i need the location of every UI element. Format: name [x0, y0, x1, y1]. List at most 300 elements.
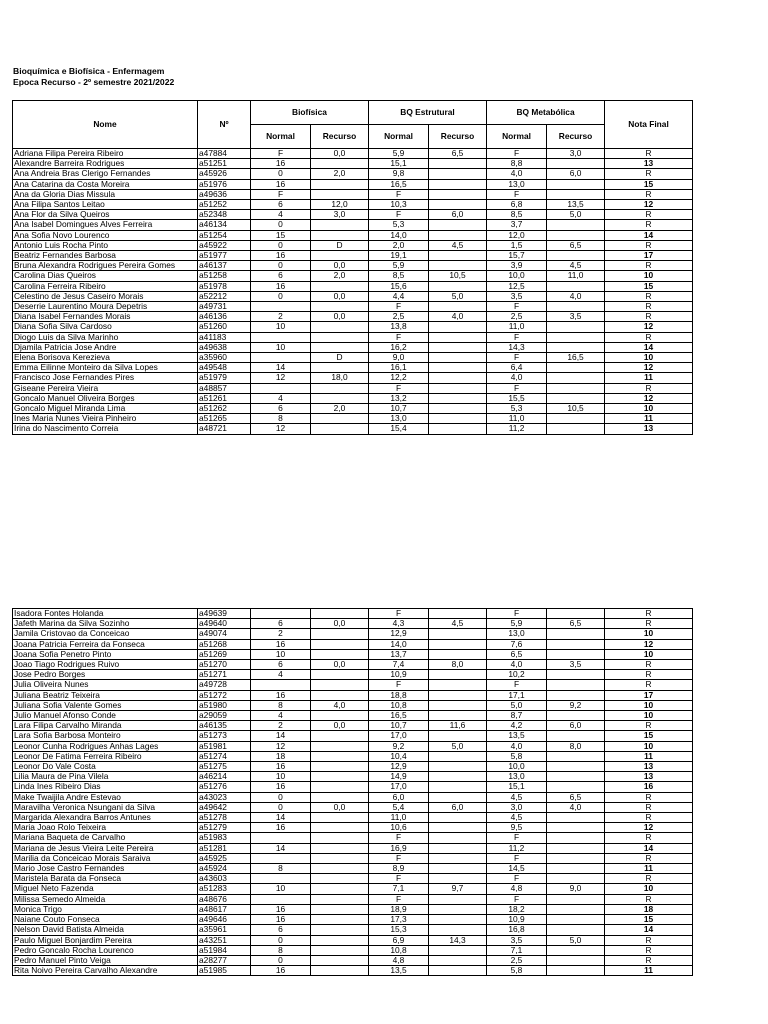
estrutural-recurso	[429, 843, 487, 853]
table-row	[13, 414, 693, 424]
nota-final: R	[605, 383, 693, 393]
biofisica-recurso: 0,0	[311, 802, 369, 812]
estrutural-recurso	[429, 251, 487, 261]
header-estrutural-normal: Normal	[369, 125, 429, 149]
student-number: a51268	[198, 639, 251, 649]
metabolica-normal: 6,8	[487, 200, 547, 210]
estrutural-recurso	[429, 373, 487, 383]
table-row	[13, 843, 693, 853]
metabolica-normal: 11,2	[487, 843, 547, 853]
nota-final: 10	[605, 711, 693, 721]
biofisica-recurso: 0,0	[311, 312, 369, 322]
student-name: Joao Tiago Rodrigues Ruivo	[13, 660, 198, 670]
estrutural-normal: F	[369, 680, 429, 690]
student-number: a49639	[198, 609, 251, 619]
estrutural-normal: F	[369, 833, 429, 843]
nota-final: 17	[605, 690, 693, 700]
student-name: Make Twaijila Andre Estevao	[13, 792, 198, 802]
biofisica-normal: 6	[251, 660, 311, 670]
estrutural-recurso	[429, 772, 487, 782]
biofisica-normal: 16	[251, 782, 311, 792]
student-name: Jose Pedro Borges	[13, 670, 198, 680]
biofisica-normal: 16	[251, 823, 311, 833]
table-row	[13, 342, 693, 352]
student-name: Ana Sofia Novo Lourenco	[13, 230, 198, 240]
metabolica-normal: 10,2	[487, 670, 547, 680]
biofisica-recurso	[311, 945, 369, 955]
estrutural-normal: F	[369, 383, 429, 393]
student-name: Ines Maria Nunes Vieira Pinheiro	[13, 414, 198, 424]
nota-final: 13	[605, 424, 693, 434]
metabolica-recurso	[547, 159, 605, 169]
student-name: Leonor De Fatima Ferreira Ribeiro	[13, 751, 198, 761]
estrutural-normal: 13,5	[369, 966, 429, 976]
student-number: a51252	[198, 200, 251, 210]
biofisica-normal: 0	[251, 792, 311, 802]
estrutural-recurso	[429, 179, 487, 189]
nota-final: 10	[605, 271, 693, 281]
metabolica-normal: 4,0	[487, 169, 547, 179]
nota-final: R	[605, 894, 693, 904]
metabolica-normal: 4,0	[487, 660, 547, 670]
estrutural-normal: 4,3	[369, 619, 429, 629]
student-name: Ana Isabel Domingues Alves Ferreira	[13, 220, 198, 230]
nota-final: 14	[605, 843, 693, 853]
student-number: a48676	[198, 894, 251, 904]
estrutural-recurso	[429, 711, 487, 721]
biofisica-recurso	[311, 680, 369, 690]
biofisica-recurso	[311, 363, 369, 373]
table-row	[13, 619, 693, 629]
metabolica-recurso	[547, 690, 605, 700]
metabolica-recurso: 9,2	[547, 700, 605, 710]
estrutural-normal: 4,4	[369, 291, 429, 301]
metabolica-recurso	[547, 751, 605, 761]
student-name: Paulo Miguel Bonjardim Pereira	[13, 935, 198, 945]
table-row	[13, 373, 693, 383]
student-name: Irina do Nascimento Correia	[13, 424, 198, 434]
header-metabolica-recurso: Recurso	[547, 125, 605, 149]
estrutural-recurso: 6,0	[429, 802, 487, 812]
metabolica-recurso	[547, 680, 605, 690]
metabolica-normal: 18,2	[487, 904, 547, 914]
student-number: a51271	[198, 670, 251, 680]
estrutural-normal: F	[369, 609, 429, 619]
nota-final: R	[605, 261, 693, 271]
student-name: Celestino de Jesus Caseiro Morais	[13, 291, 198, 301]
metabolica-recurso	[547, 874, 605, 884]
biofisica-recurso	[311, 302, 369, 312]
table-row	[13, 200, 693, 210]
metabolica-normal: F	[487, 149, 547, 159]
metabolica-recurso	[547, 904, 605, 914]
biofisica-recurso: D	[311, 240, 369, 250]
header-biofisica-normal: Normal	[251, 125, 311, 149]
biofisica-normal	[251, 609, 311, 619]
biofisica-normal: 16	[251, 281, 311, 291]
student-name: Francisco Jose Fernandes Pires	[13, 373, 198, 383]
metabolica-normal: 13,0	[487, 629, 547, 639]
student-name: Beatriz Fernandes Barbosa	[13, 251, 198, 261]
student-name: Adriana Filipa Pereira Ribeiro	[13, 149, 198, 159]
estrutural-recurso	[429, 904, 487, 914]
estrutural-recurso: 5,0	[429, 291, 487, 301]
nota-final: R	[605, 935, 693, 945]
table-row	[13, 894, 693, 904]
metabolica-recurso	[547, 251, 605, 261]
metabolica-recurso	[547, 711, 605, 721]
estrutural-recurso	[429, 342, 487, 352]
student-name: Ana Filipa Santos Leitao	[13, 200, 198, 210]
table-row	[13, 189, 693, 199]
table-row	[13, 629, 693, 639]
metabolica-recurso: 10,5	[547, 404, 605, 414]
header-nome: Nome	[13, 101, 198, 149]
estrutural-recurso	[429, 281, 487, 291]
nota-final: 15	[605, 179, 693, 189]
student-name: Antonio Luis Rocha Pinto	[13, 240, 198, 250]
student-name: Diogo Luis da Silva Marinho	[13, 332, 198, 342]
metabolica-normal: F	[487, 680, 547, 690]
metabolica-recurso	[547, 302, 605, 312]
student-name: Jamila Cristovao da Conceicao	[13, 629, 198, 639]
estrutural-normal: 10,4	[369, 751, 429, 761]
student-number: a48721	[198, 424, 251, 434]
estrutural-normal: 2,5	[369, 312, 429, 322]
nota-final: R	[605, 240, 693, 250]
metabolica-normal: 15,1	[487, 782, 547, 792]
table-row	[13, 353, 693, 363]
metabolica-recurso	[547, 332, 605, 342]
nota-final: 12	[605, 823, 693, 833]
metabolica-normal: 10,9	[487, 915, 547, 925]
table-row	[13, 670, 693, 680]
student-number: a51985	[198, 966, 251, 976]
biofisica-recurso	[311, 230, 369, 240]
student-number: a51976	[198, 179, 251, 189]
metabolica-normal: F	[487, 833, 547, 843]
table-row	[13, 251, 693, 261]
estrutural-recurso	[429, 700, 487, 710]
biofisica-normal: 12	[251, 424, 311, 434]
student-name: Julio Manuel Afonso Conde	[13, 711, 198, 721]
estrutural-normal: 5,3	[369, 220, 429, 230]
biofisica-normal	[251, 332, 311, 342]
estrutural-normal: 15,4	[369, 424, 429, 434]
biofisica-normal: 8	[251, 700, 311, 710]
estrutural-normal: 18,8	[369, 690, 429, 700]
estrutural-normal: 5,4	[369, 802, 429, 812]
biofisica-recurso	[311, 159, 369, 169]
biofisica-normal	[251, 302, 311, 312]
estrutural-normal: 9,8	[369, 169, 429, 179]
nota-final: 16	[605, 782, 693, 792]
metabolica-recurso	[547, 966, 605, 976]
student-number: a49642	[198, 802, 251, 812]
biofisica-recurso: 0,0	[311, 261, 369, 271]
nota-final: R	[605, 670, 693, 680]
table-row	[13, 833, 693, 843]
estrutural-recurso	[429, 894, 487, 904]
table-row	[13, 741, 693, 751]
metabolica-normal: 3,5	[487, 935, 547, 945]
estrutural-normal: 10,8	[369, 700, 429, 710]
biofisica-normal	[251, 680, 311, 690]
biofisica-recurso	[311, 843, 369, 853]
metabolica-normal: 13,0	[487, 772, 547, 782]
estrutural-normal: 16,5	[369, 179, 429, 189]
nota-final: 15	[605, 915, 693, 925]
biofisica-normal: 8	[251, 945, 311, 955]
metabolica-normal: 12,5	[487, 281, 547, 291]
metabolica-normal: F	[487, 609, 547, 619]
metabolica-recurso: 6,0	[547, 721, 605, 731]
nota-final: 10	[605, 353, 693, 363]
biofisica-normal	[251, 894, 311, 904]
metabolica-normal: 5,9	[487, 619, 547, 629]
metabolica-recurso: 9,0	[547, 884, 605, 894]
table-row	[13, 751, 693, 761]
biofisica-normal: 2	[251, 721, 311, 731]
table-row	[13, 363, 693, 373]
estrutural-recurso	[429, 383, 487, 393]
biofisica-normal: 10	[251, 322, 311, 332]
estrutural-recurso: 10,5	[429, 271, 487, 281]
biofisica-recurso	[311, 649, 369, 659]
estrutural-recurso	[429, 220, 487, 230]
nota-final: 13	[605, 772, 693, 782]
student-number: a51251	[198, 159, 251, 169]
estrutural-recurso	[429, 823, 487, 833]
grades-table-2-body	[13, 609, 693, 976]
biofisica-recurso	[311, 251, 369, 261]
estrutural-recurso: 6,5	[429, 149, 487, 159]
metabolica-recurso: 5,0	[547, 935, 605, 945]
metabolica-recurso	[547, 731, 605, 741]
student-number: a51281	[198, 843, 251, 853]
nota-final: R	[605, 721, 693, 731]
student-name: Isadora Fontes Holanda	[13, 609, 198, 619]
estrutural-normal: F	[369, 894, 429, 904]
nota-final: 13	[605, 762, 693, 772]
biofisica-normal: 6	[251, 925, 311, 935]
table-row	[13, 240, 693, 250]
estrutural-normal: 14,9	[369, 772, 429, 782]
biofisica-recurso: 0,0	[311, 149, 369, 159]
grades-table-2	[12, 608, 693, 976]
nota-final: 12	[605, 322, 693, 332]
biofisica-recurso	[311, 884, 369, 894]
table-row	[13, 955, 693, 965]
estrutural-normal: F	[369, 189, 429, 199]
metabolica-normal: 5,8	[487, 751, 547, 761]
student-number: a49646	[198, 915, 251, 925]
nota-final: R	[605, 955, 693, 965]
student-name: Juliana Sofia Valente Gomes	[13, 700, 198, 710]
estrutural-recurso	[429, 363, 487, 373]
biofisica-normal: 10	[251, 884, 311, 894]
metabolica-normal: 9,5	[487, 823, 547, 833]
student-number: a51261	[198, 393, 251, 403]
student-name: Ana Andreia Bras Clerigo Fernandes	[13, 169, 198, 179]
metabolica-normal: 6,4	[487, 363, 547, 373]
student-name: Mariana Baqueta de Carvalho	[13, 833, 198, 843]
biofisica-normal: 16	[251, 915, 311, 925]
metabolica-recurso: 3,0	[547, 149, 605, 159]
estrutural-normal: 10,8	[369, 945, 429, 955]
estrutural-recurso	[429, 230, 487, 240]
estrutural-normal: 16,1	[369, 363, 429, 373]
student-name: Diana Sofia Silva Cardoso	[13, 322, 198, 332]
metabolica-recurso	[547, 843, 605, 853]
metabolica-normal: 4,2	[487, 721, 547, 731]
student-name: Emma Eilinne Monteiro da Silva Lopes	[13, 363, 198, 373]
metabolica-normal: 14,5	[487, 864, 547, 874]
table-row	[13, 220, 693, 230]
metabolica-recurso	[547, 363, 605, 373]
student-number: a46135	[198, 721, 251, 731]
nota-final: R	[605, 802, 693, 812]
student-number: a51979	[198, 373, 251, 383]
table-row	[13, 802, 693, 812]
nota-final: R	[605, 792, 693, 802]
student-number: a51983	[198, 833, 251, 843]
metabolica-normal: 11,0	[487, 414, 547, 424]
student-number: a51262	[198, 404, 251, 414]
biofisica-recurso	[311, 629, 369, 639]
student-number: a49074	[198, 629, 251, 639]
metabolica-normal: 2,5	[487, 955, 547, 965]
estrutural-recurso	[429, 925, 487, 935]
estrutural-normal: 8,5	[369, 271, 429, 281]
metabolica-normal: F	[487, 189, 547, 199]
student-number: a52212	[198, 291, 251, 301]
estrutural-normal: 18,9	[369, 904, 429, 914]
biofisica-recurso	[311, 383, 369, 393]
biofisica-normal: 14	[251, 363, 311, 373]
student-name: Carolina Ferreira Ribeiro	[13, 281, 198, 291]
biofisica-normal: 14	[251, 731, 311, 741]
biofisica-recurso: 2,0	[311, 271, 369, 281]
student-name: Alexandre Barreira Rodrigues	[13, 159, 198, 169]
biofisica-recurso	[311, 342, 369, 352]
metabolica-recurso	[547, 955, 605, 965]
biofisica-normal: 16	[251, 639, 311, 649]
student-number: a48857	[198, 383, 251, 393]
estrutural-recurso	[429, 424, 487, 434]
biofisica-normal: 0	[251, 240, 311, 250]
estrutural-recurso	[429, 731, 487, 741]
student-number: a51275	[198, 762, 251, 772]
table-row	[13, 680, 693, 690]
nota-final: R	[605, 220, 693, 230]
estrutural-recurso	[429, 966, 487, 976]
biofisica-recurso: 0,0	[311, 619, 369, 629]
table-row	[13, 271, 693, 281]
student-number: a46137	[198, 261, 251, 271]
table-row	[13, 884, 693, 894]
table-row	[13, 700, 693, 710]
biofisica-recurso	[311, 711, 369, 721]
metabolica-recurso	[547, 230, 605, 240]
student-number: a48617	[198, 904, 251, 914]
biofisica-recurso	[311, 741, 369, 751]
student-number: a51981	[198, 741, 251, 751]
biofisica-recurso	[311, 823, 369, 833]
metabolica-normal: 7,6	[487, 639, 547, 649]
estrutural-recurso: 6,0	[429, 210, 487, 220]
nota-final: R	[605, 291, 693, 301]
metabolica-recurso: 6,0	[547, 169, 605, 179]
estrutural-normal: F	[369, 210, 429, 220]
student-number: a51272	[198, 690, 251, 700]
metabolica-normal: 5,0	[487, 700, 547, 710]
estrutural-normal: 10,6	[369, 823, 429, 833]
nota-final: R	[605, 813, 693, 823]
table-row	[13, 322, 693, 332]
student-number: a46136	[198, 312, 251, 322]
estrutural-recurso	[429, 792, 487, 802]
student-name: Maravilha Veronica Nsungani da Silva	[13, 802, 198, 812]
biofisica-recurso	[311, 782, 369, 792]
metabolica-recurso: 4,0	[547, 291, 605, 301]
student-name: Julia Oliveira Nunes	[13, 680, 198, 690]
estrutural-normal: 11,0	[369, 813, 429, 823]
student-number: a46214	[198, 772, 251, 782]
biofisica-recurso	[311, 762, 369, 772]
table-row	[13, 609, 693, 619]
metabolica-recurso	[547, 373, 605, 383]
student-name: Ana Catarina da Costa Moreira	[13, 179, 198, 189]
student-number: a29059	[198, 711, 251, 721]
student-number: a49731	[198, 302, 251, 312]
nota-final: R	[605, 332, 693, 342]
student-number: a49548	[198, 363, 251, 373]
student-name: Miguel Neto Fazenda	[13, 884, 198, 894]
nota-final: R	[605, 210, 693, 220]
nota-final: R	[605, 312, 693, 322]
student-number: a49640	[198, 619, 251, 629]
biofisica-recurso	[311, 731, 369, 741]
metabolica-normal: 14,3	[487, 342, 547, 352]
biofisica-normal: 10	[251, 342, 311, 352]
estrutural-recurso: 8,0	[429, 660, 487, 670]
estrutural-normal: 13,8	[369, 322, 429, 332]
metabolica-recurso	[547, 762, 605, 772]
estrutural-normal: 7,4	[369, 660, 429, 670]
student-number: a45924	[198, 864, 251, 874]
estrutural-recurso	[429, 670, 487, 680]
metabolica-recurso: 4,0	[547, 802, 605, 812]
nota-final: 11	[605, 864, 693, 874]
nota-final: R	[605, 945, 693, 955]
biofisica-normal: 16	[251, 762, 311, 772]
estrutural-normal: 10,7	[369, 404, 429, 414]
biofisica-recurso: 0,0	[311, 721, 369, 731]
metabolica-normal: 3,0	[487, 802, 547, 812]
biofisica-normal	[251, 383, 311, 393]
metabolica-recurso	[547, 670, 605, 680]
estrutural-normal: F	[369, 332, 429, 342]
student-number: a43603	[198, 874, 251, 884]
nota-final: R	[605, 169, 693, 179]
student-name: Giseane Pereira Vieira	[13, 383, 198, 393]
biofisica-recurso: D	[311, 353, 369, 363]
table-row	[13, 404, 693, 414]
nota-final: 17	[605, 251, 693, 261]
table-row	[13, 772, 693, 782]
biofisica-normal: 16	[251, 159, 311, 169]
